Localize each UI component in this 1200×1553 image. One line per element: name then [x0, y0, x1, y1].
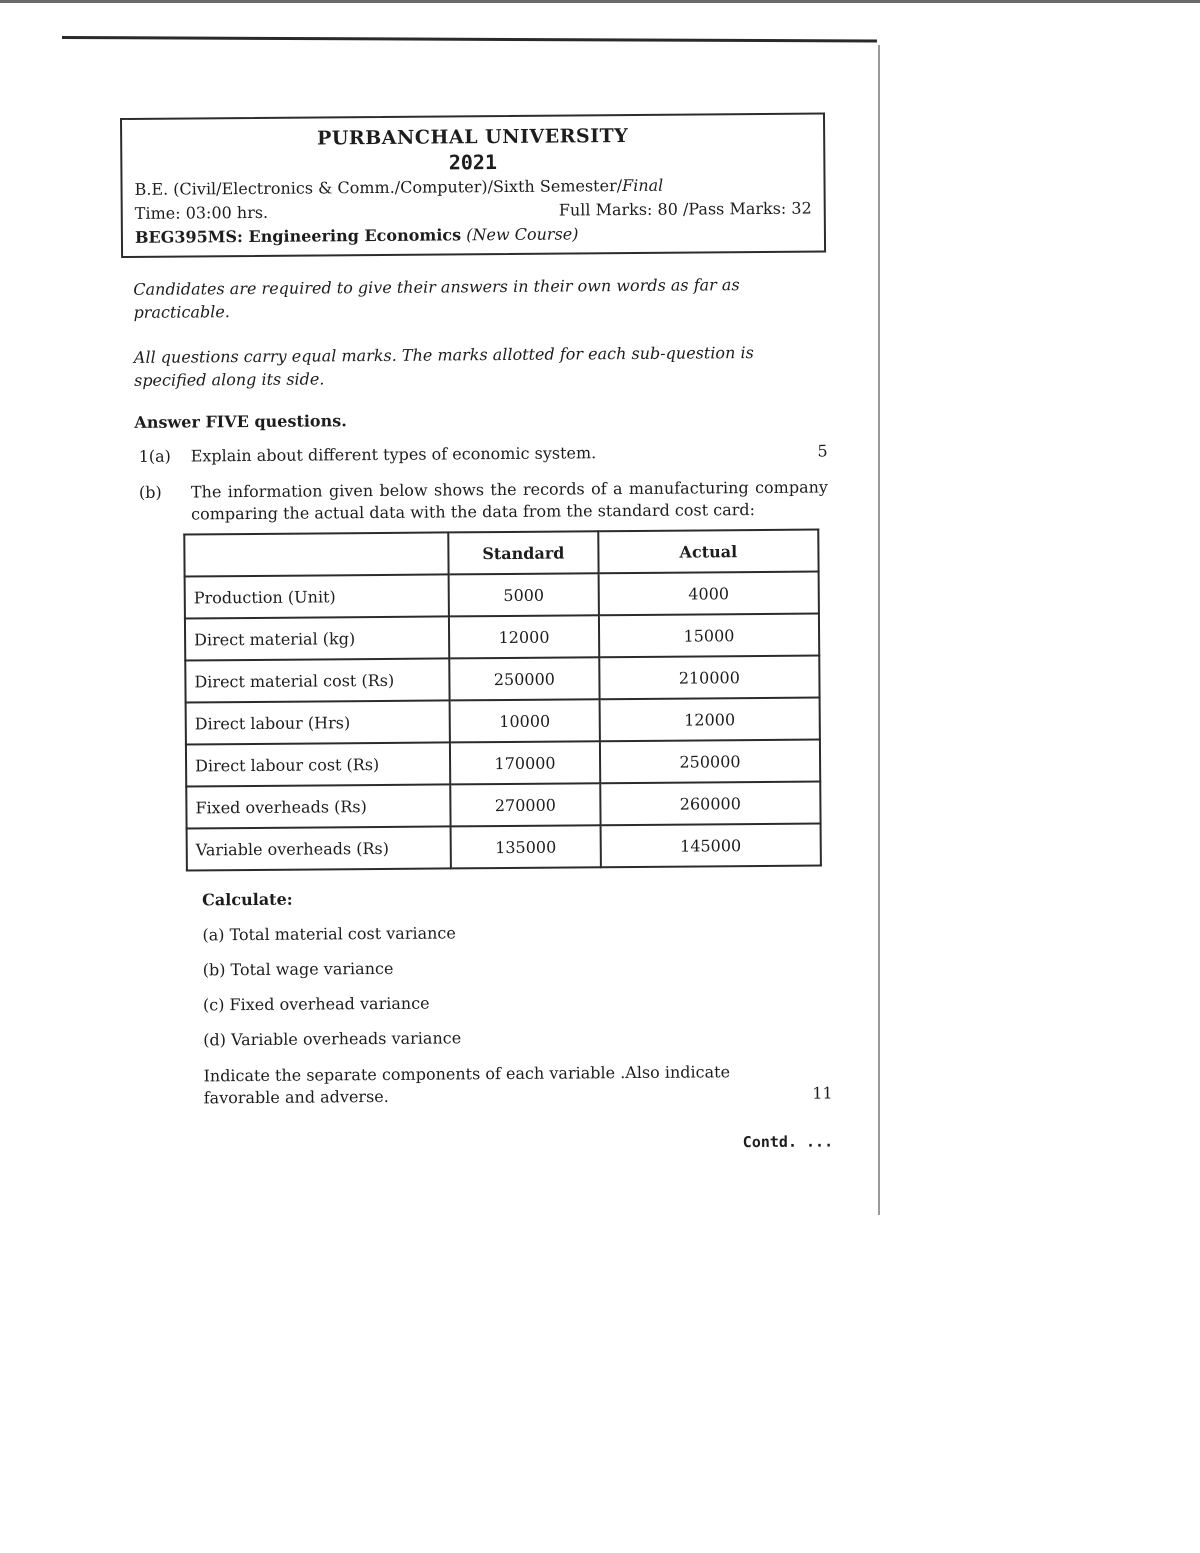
answer-instruction: Answer FIVE questions. — [134, 411, 347, 432]
row-label: Direct labour cost (Rs) — [186, 742, 450, 786]
table-header-cell: Standard — [448, 531, 598, 574]
question-1a — [139, 440, 828, 467]
university-name: PURBANCHAL UNIVERSITY — [316, 125, 629, 150]
row-label: Production (Unit) — [185, 574, 449, 618]
question-1a-label: 1(a) — [138, 446, 171, 466]
course-line — [135, 221, 812, 250]
standard-value: 5000 — [449, 573, 599, 616]
calculate-item: (c) Fixed overhead variance — [202, 993, 430, 1015]
question-1a-text: Explain about different types of economic system. — [190, 443, 597, 466]
question-1b-label: (b) — [138, 482, 162, 502]
row-label: Direct material cost (Rs) — [185, 658, 449, 702]
header-box — [120, 112, 826, 258]
table-row — [186, 698, 820, 745]
question-1b-marks: 11 — [812, 1083, 833, 1103]
calculate-item: (b) Total wage variance — [202, 958, 394, 980]
exam-page — [120, 112, 833, 1156]
calculate-item: (d) Variable overheads variance — [203, 1028, 462, 1050]
calculate-title: Calculate: — [202, 889, 293, 910]
standard-value: 250000 — [449, 657, 599, 700]
indicate-instruction — [203, 1060, 832, 1109]
actual-value: 15000 — [599, 614, 820, 658]
actual-value: 12000 — [599, 698, 820, 742]
standard-value: 170000 — [450, 741, 600, 784]
table-header-cell — [184, 532, 448, 576]
course-code: BEG395MS: Engineering Economics — [134, 225, 462, 247]
exam-marks: Full Marks: 80 /Pass Marks: 32 — [558, 198, 812, 220]
standard-value: 12000 — [449, 615, 599, 658]
page-top-rule — [62, 36, 877, 43]
row-label: Fixed overheads (Rs) — [186, 784, 450, 828]
table-header-row — [184, 530, 818, 577]
actual-value: 4000 — [598, 572, 819, 616]
scan-top-edge — [0, 0, 1200, 3]
continued-label: Contd. ... — [742, 1132, 834, 1152]
row-label: Direct material (kg) — [185, 616, 449, 660]
table-row — [186, 740, 820, 787]
question-1b — [139, 476, 828, 525]
indicate-line-2: favorable and adverse. — [203, 1086, 389, 1108]
row-label: Variable overheads (Rs) — [187, 826, 451, 870]
question-1a-marks: 5 — [817, 441, 828, 461]
table-row — [187, 824, 821, 871]
table-row — [185, 572, 819, 619]
cost-table — [183, 529, 822, 872]
calculate-item: (a) Total material cost variance — [202, 923, 456, 945]
instruction-own-words: Candidates are required to give their answers in their own words as far as practicable. — [133, 275, 740, 322]
indicate-line-1: Indicate the separate components of each variable .Also indicate — [203, 1062, 731, 1086]
exam-time: Time: 03:00 hrs. — [134, 202, 269, 223]
standard-value: 10000 — [450, 699, 600, 742]
calculate-section — [202, 884, 832, 1051]
standard-value: 270000 — [450, 783, 600, 826]
page-right-edge — [878, 45, 880, 1215]
course-note: (New Course) — [466, 224, 579, 245]
actual-value: 145000 — [600, 824, 821, 868]
indicate-line-2-row — [204, 1082, 833, 1109]
actual-value: 250000 — [600, 740, 821, 784]
actual-value: 260000 — [600, 782, 821, 826]
actual-value: 210000 — [599, 656, 820, 700]
question-1b-text: The information given below shows the records of a manufacturing company comparing the actual data with the data from the standard cost card: — [190, 477, 828, 524]
standard-value: 135000 — [451, 825, 601, 868]
instruction-equal-marks: All questions carry equal marks. The marks allotted for each sub-question is specified along its side. — [133, 343, 754, 390]
table-row — [185, 656, 819, 703]
table-header-cell: Actual — [598, 530, 819, 574]
exam-type: Final — [621, 175, 664, 196]
row-label: Direct labour (Hrs) — [186, 700, 450, 744]
program-text: B.E. (Civil/Electronics & Comm./Computer)/Sixth Semester/ — [134, 176, 623, 199]
exam-year: 2021 — [448, 150, 498, 175]
table-row — [185, 614, 819, 661]
table-row — [186, 782, 820, 829]
